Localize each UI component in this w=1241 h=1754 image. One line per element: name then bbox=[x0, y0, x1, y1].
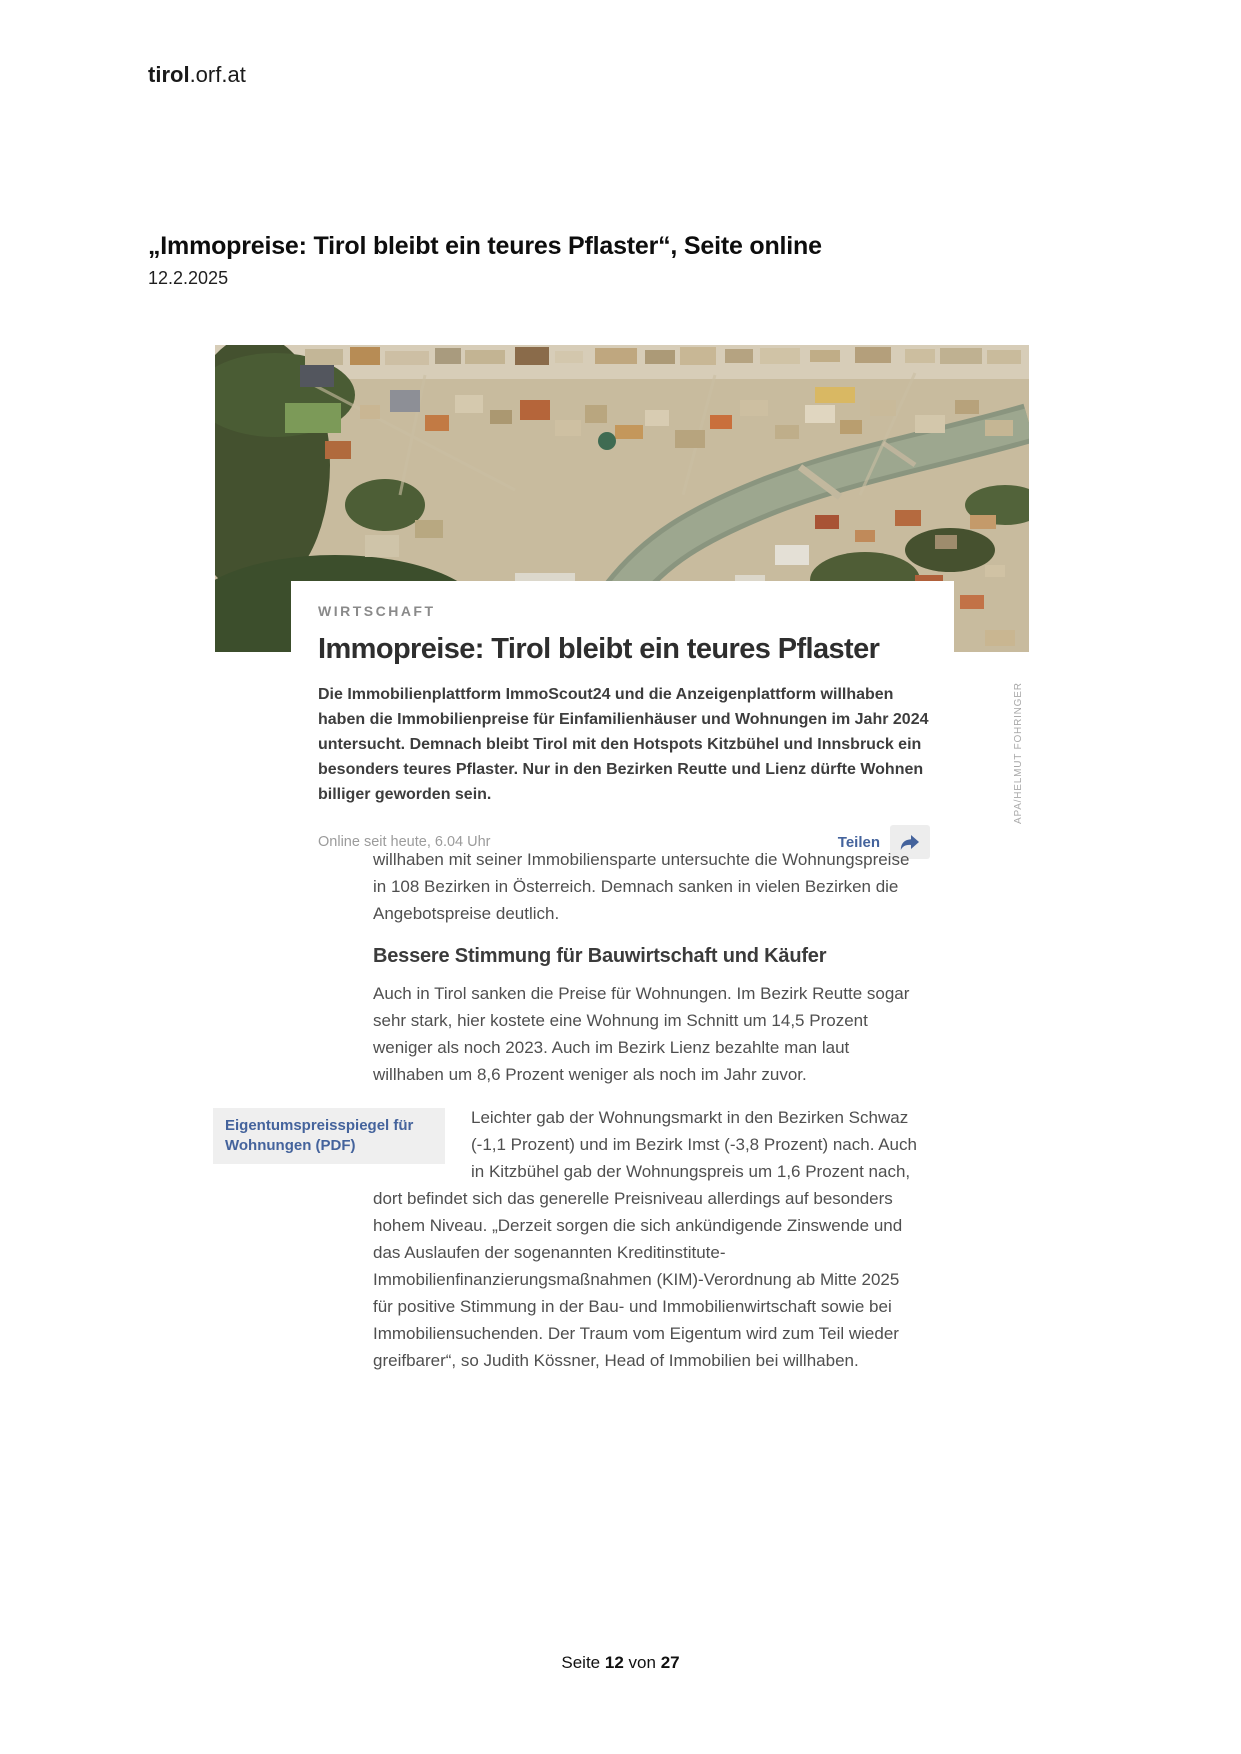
footer-label-von: von bbox=[628, 1653, 656, 1672]
site-logo bbox=[148, 62, 246, 88]
category-label: WIRTSCHAFT bbox=[318, 603, 436, 619]
footer-total-pages: 27 bbox=[660, 1653, 680, 1672]
pdf-link[interactable]: Eigentumspreisspiegel für Wohnungen (PDF) bbox=[213, 1108, 445, 1164]
footer-page-number: 12 bbox=[604, 1653, 624, 1672]
subheading: Bessere Stimmung für Bauwirtschaft und Käufer bbox=[373, 945, 827, 967]
paragraph-1: willhaben mit seiner Immobiliensparte untersuchte die Wohnungspreise in 108 Bezirken in Österreich. Demnach sanken in vielen Bezirken die Angebotspreise deutlich. bbox=[373, 850, 910, 923]
paragraph-3: Leichter gab der Wohnungsmarkt in den Bezirken Schwaz (-1,1 Prozent) und im Bezirk Imst (-3,8 Prozent) nach. Auch in Kitzbühel gab der Wohnungspreis um 1,6 Prozent nach, dort befindet sich das generelle Preisniveau allerdings auf besonders hohem Niveau. „Derzeit sorgen die sich ankündigende Zinswende und das Auslaufen der sogenannten Kreditinstitute-Immobilienfinanzierungsmaßnahmen (KIM)-Verordnung ab Mitte 2025 für positive Stimmung in der Bau- und Immobilienwirtschaft sowie bei Immobiliensuchenden. Der Traum vom Eigentum wird zum Teil wieder greifbarer“, so Judith Kössner, Head of Immobilien bei willhaben. bbox=[373, 1108, 917, 1370]
photo-credit bbox=[1013, 660, 1029, 824]
footer-label-seite: Seite bbox=[561, 1653, 601, 1672]
document-title: „Immopreise: Tirol bleibt ein teures Pflaster“, Seite online bbox=[148, 232, 822, 260]
article-card bbox=[291, 581, 954, 875]
logo-bold-part: tirol bbox=[148, 62, 190, 87]
share-label[interactable]: Teilen bbox=[837, 833, 880, 851]
photo-credit-text: APA/HELMUT FOHRINGER bbox=[1013, 682, 1024, 824]
document-date: 12.2.2025 bbox=[148, 268, 229, 288]
page-footer bbox=[0, 1653, 1241, 1673]
article-lede: Die Immobilienplattform ImmoScout24 und die Anzeigenplattform willhaben haben die Immobilienpreise für Einfamilienhäuser und Wohnungen im Jahr 2024 untersucht. Demnach bleibt Tirol mit den Hotspots Kitzbühel und Innsbruck ein besonders teures Pflaster. Nur in den Bezirken Reutte und Lienz dürfte Wohnen billiger geworden sein. bbox=[318, 686, 929, 803]
article-body bbox=[225, 846, 921, 1374]
paragraph-2: Auch in Tirol sanken die Preise für Wohnungen. Im Bezirk Reutte sogar sehr stark, hier kostete eine Wohnung im Schnitt um 14,5 Prozent weniger als noch 2023. Auch im Bezirk Lienz bezahlte man laut willhaben um 8,6 Prozent weniger als noch im Jahr zuvor. bbox=[373, 984, 910, 1084]
publish-time: Online seit heute, 6.04 Uhr bbox=[318, 834, 491, 850]
paragraph-3-block bbox=[225, 1104, 921, 1374]
article-headline: Immopreise: Tirol bleibt ein teures Pflaster bbox=[318, 633, 880, 665]
logo-suffix-part: .orf.at bbox=[189, 62, 246, 87]
